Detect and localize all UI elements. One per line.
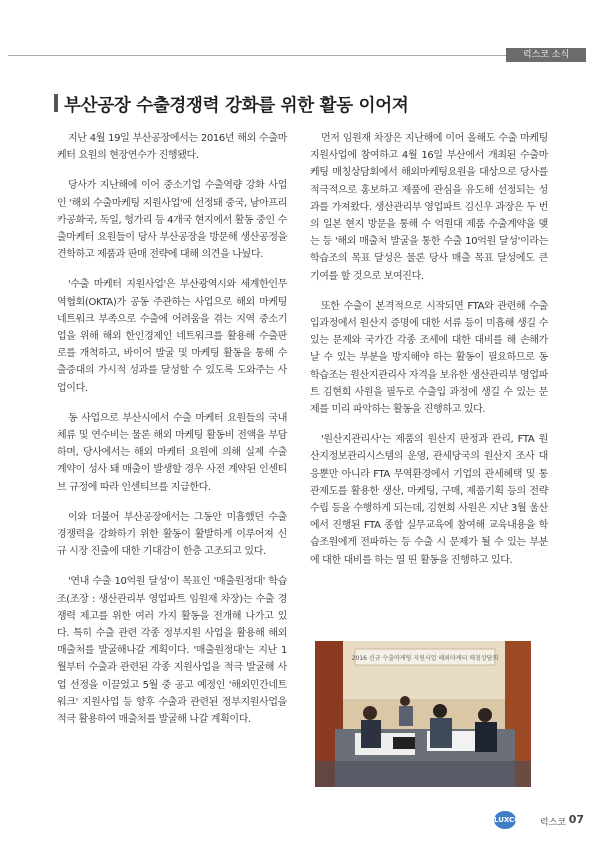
paragraph: 먼저 임원재 차장은 지난해에 이어 올해도 수출 마케팅 지원사업에 참여하고 4월 16일 부산에서 개최된 수출마케팅 매칭상담회에서 해외마케팅요원을 대상으로 당사를 적극적으로 홍보하고 제품에 관심을 유도해 선정되는 성과를 가져왔다. 생산관리부 영업파트 김신우 과장은 두 번의 일본 현지 방문을 통해 수 억원대 제품 수출계약을 맺는 등 '해외 매출처 발굴을 통한 수출 10억원 달성'이라는 학습조의 목표 달성은 물론 당사 매출 목표 달성에도 큰 기여를 할 것으로 보여진다.: [310, 133, 548, 282]
section-tag: 럭스코 소식: [506, 48, 586, 62]
publication-name: 럭스코: [539, 818, 566, 828]
left-column: [57, 130, 287, 741]
article-title: 부산공장 수출경쟁력 강화를 위한 활동 이어져: [64, 96, 409, 116]
paragraph: 동 사업으로 부산시에서 수출 마케터 요원들의 국내 체류 및 연수비는 물론 해외 마케팅 활동비 전액을 부담하며, 당사에서는 해외 마케터 요원에 의해 실제 수출 계약이 성사 돼 매출이 발생할 경우 사전 계약된 인센티브 규정에 따라 인센티브를 지급한다.: [57, 412, 287, 493]
photo-banner: 2016 신규 수출마케팅 지원사업 해외마케터 매칭상담회: [351, 655, 499, 662]
paragraph: 또한 수출이 본격적으로 시작되면 FTA와 관련해 수출입과정에서 원산지 증명에 대한 서류 등이 미흡해 생길 수 있는 문제와 국가간 각종 조세에 대한 대비를 해 손해가 날 수 있는 부분을 방지해야 하는 활동이 필요하므로 동 학습조는 원산지관리사 자격을 보유한 생산관리부 영업파트 김현희 사원을 필두로 수출입 과정에 생길 수 있는 문제를 미리 파악하는 활동을 진행하고 있다.: [310, 300, 548, 416]
event-photo: [315, 641, 531, 787]
paragraph: 지난 4월 19일 부산공장에서는 2016년 해외 수출마케터 요원의 현장연수가 진행됐다.: [57, 133, 287, 162]
section-header: [0, 48, 600, 62]
title-accent-bar: [54, 94, 58, 112]
page-number: 07: [568, 813, 584, 826]
right-column: [310, 130, 548, 582]
luxco-logo: LUXCO: [494, 811, 516, 829]
paragraph: 당사가 지난해에 이어 중소기업 수출역량 강화 사업인 '해외 수출마케팅 지원사업'에 선정돼 중국, 남아프리카공화국, 독일, 헝가리 등 4개국 현지에서 활동 중인 수출마케터 요원들이 당사 부산공장을 방문해 생산공정을 견학하고 제품과 판매 전략에 대해 의견을 나눴다.: [57, 180, 287, 261]
paragraph: '원산지관리사'는 제품의 원산지 판정과 관리, FTA 원산지정보관리시스템의 운영, 관세당국의 원산지 조사 대응뿐만 아니라 FTA 무역환경에서 기업의 관세혜택 및 통관제도를 활용한 생산, 마케팅, 구매, 제품기획 등의 전략 수립 등을 수행하게 되는데, 김현희 사원은 지난 3월 울산에서 진행된 FTA 종합 실무교육에 참여해 교육내용을 학습조원에게 전파하는 등 수출 시 문제가 될 수 있는 부분에 대한 대비를 하는 열 띤 활동을 진행하고 있다.: [310, 434, 548, 566]
paragraph: '수출 마케터 지원사업'은 부산광역시와 세계한인무역협회(OKTA)가 공동 주관하는 사업으로 해외 마케팅 네트워크 부족으로 수출에 어려움을 겪는 지역 중소기업을 위해 해외 한인경제인 네트워크를 활용해 수출판로를 개척하고, 바이어 발굴 및 마케팅 활동을 통해 수출증대의 가시적 성과를 달성할 수 있도록 도와주는 사업이다.: [57, 279, 287, 394]
paragraph: '연내 수출 10억원 달성'이 목표인 '매출원정대' 학습조(조장 : 생산관리부 영업파트 임원재 차장)는 수출 경쟁력 제고를 위한 여러 가지 활동을 전개해 나가고 있다. 특히 수출 관련 각종 정부지원 사업을 활용해 해외 매출처를 발굴해나갈 계획이다. '매출원정대'는 지난 1월부터 수출과 관련된 각종 지원사업을 적극 발굴해 사업 선정을 이끌었고 5월 중 공고 예정인 '해외민간네트워크' 지원사업 등 향후 수출과 관련된 정부지원사업을 적극 활용하여 매출처를 발굴해 나갈 계획이다.: [57, 576, 287, 726]
paragraph: 이와 더불어 부산공장에서는 그동안 미흡했던 수출 경쟁력을 강화하기 위한 활동이 활발하게 이루어져 신규 시장 진출에 대한 기대감이 한층 고조되고 있다.: [57, 511, 287, 558]
header-rule: [8, 55, 506, 56]
